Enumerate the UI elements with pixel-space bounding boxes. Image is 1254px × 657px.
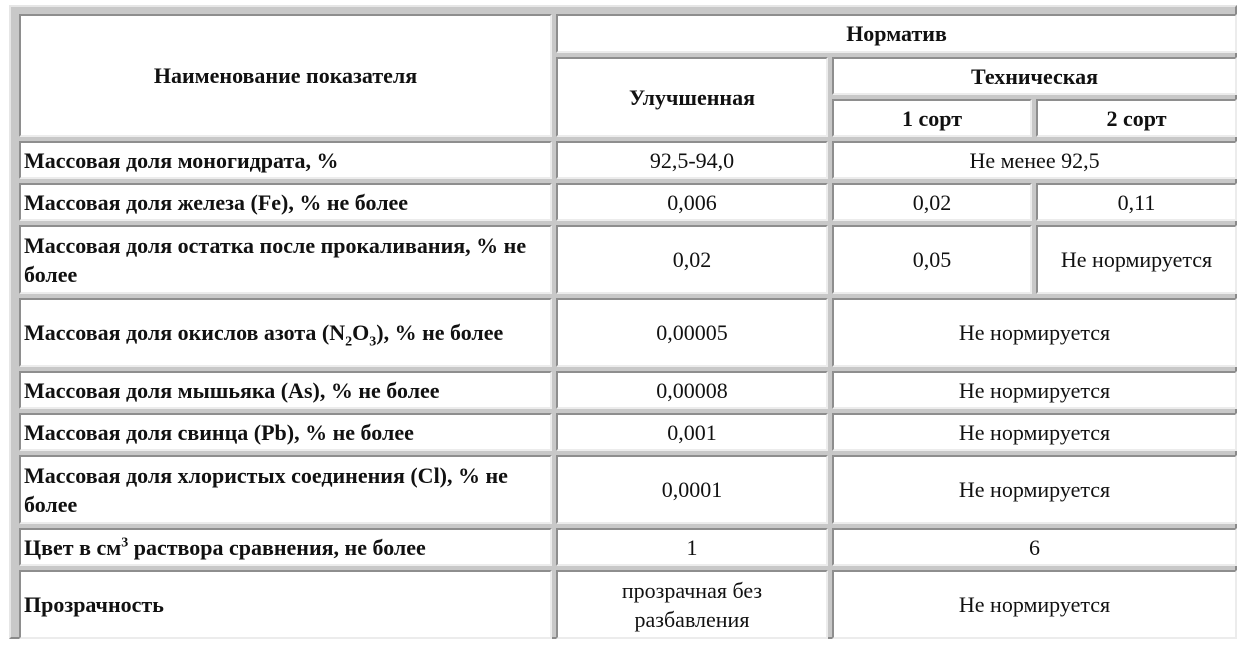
table-row (19, 183, 1237, 221)
row-grade1-value: 0,02 (832, 183, 1032, 221)
row-improved-value: 0,001 (556, 413, 828, 451)
row-name: Прозрачность (19, 570, 552, 639)
header-technical: Техническая (832, 57, 1237, 95)
header-improved: Улучшенная (556, 57, 828, 137)
table-row (19, 570, 1237, 639)
row-name: Массовая доля хлористых соединения (Cl), % не более (19, 455, 552, 524)
row-improved-value: 0,0001 (556, 455, 828, 524)
row-improved-value: 1 (556, 528, 828, 566)
table-row (19, 298, 1237, 367)
row-improved-value: 0,00008 (556, 371, 828, 409)
row-improved-value: 0,00005 (556, 298, 828, 367)
row-technical-value: Не нормируется (832, 570, 1237, 639)
header-grade-2: 2 сорт (1036, 99, 1237, 137)
row-technical-value: Не нормируется (832, 455, 1237, 524)
table-row (19, 141, 1237, 179)
row-grade2-value: Не нормируется (1036, 225, 1237, 294)
table-row (19, 225, 1237, 294)
table-row (19, 371, 1237, 409)
row-improved-value: прозрачная без разбавления (556, 570, 828, 639)
header-indicator-name: Наименование показателя (19, 14, 552, 137)
row-name: Массовая доля остатка после прокаливания, % не более (19, 225, 552, 294)
table-row (19, 528, 1237, 566)
row-improved-value: 0,006 (556, 183, 828, 221)
specification-table (15, 10, 1241, 643)
row-name: Массовая доля свинца (Pb), % не более (19, 413, 552, 451)
row-improved-value: 92,5-94,0 (556, 141, 828, 179)
header-grade-1: 1 сорт (832, 99, 1032, 137)
row-name: Цвет в $см^3$ раствора сравнения, не более (19, 528, 552, 566)
table-row (19, 455, 1237, 524)
row-technical-value: Не нормируется (832, 298, 1237, 367)
table-frame (9, 5, 1237, 639)
row-technical-value: Не нормируется (832, 413, 1237, 451)
row-name: Массовая доля железа (Fe), % не более (19, 183, 552, 221)
row-grade1-value: 0,05 (832, 225, 1032, 294)
header-normative: Норматив (556, 14, 1237, 53)
table-row (19, 413, 1237, 451)
row-name: Массовая доля моногидрата, % (19, 141, 552, 179)
row-name: Массовая доля окислов азота $(N_2O_3)$, % не более (19, 298, 552, 367)
row-name: Массовая доля мышьяка (As), % не более (19, 371, 552, 409)
row-technical-value: Не менее 92,5 (832, 141, 1237, 179)
row-grade2-value: 0,11 (1036, 183, 1237, 221)
row-improved-value: 0,02 (556, 225, 828, 294)
row-technical-value: Не нормируется (832, 371, 1237, 409)
row-technical-value: 6 (832, 528, 1237, 566)
